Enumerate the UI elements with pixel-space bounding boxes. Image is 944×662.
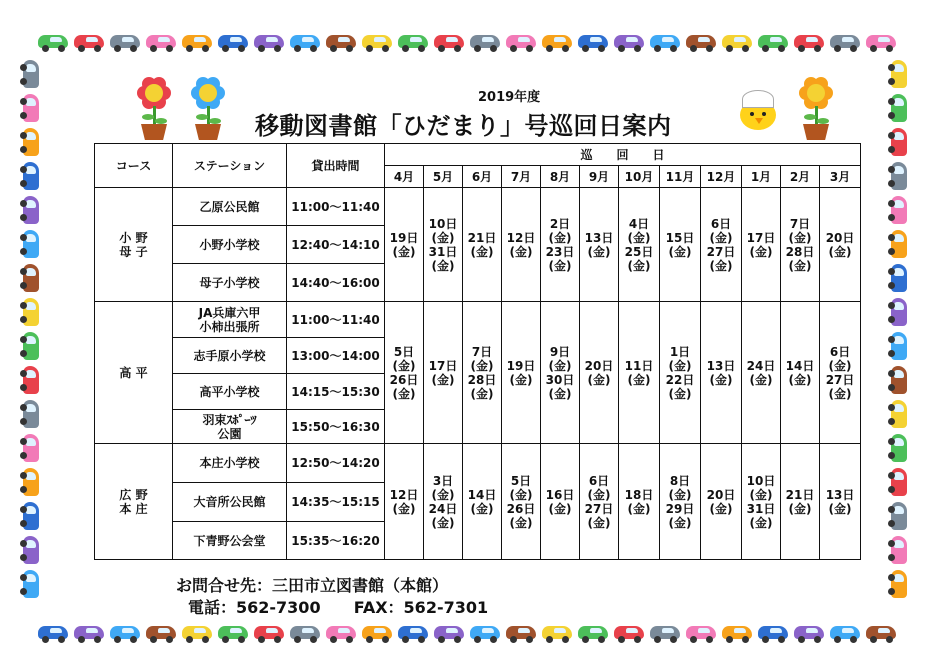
car-icon — [684, 31, 720, 53]
month-header: 8月 — [541, 166, 580, 188]
fiscal-year: 2019年度 — [478, 90, 541, 105]
visit-date: 2日 (金) 23日 (金) — [541, 188, 580, 302]
visit-date: 20日 (金) — [820, 188, 861, 302]
month-header: 9月 — [580, 166, 619, 188]
header-visit-days: 巡 回 日 — [385, 144, 861, 166]
car-icon — [792, 31, 828, 53]
chick-icon — [738, 90, 778, 132]
car-icon — [20, 466, 44, 500]
visit-date: 5日 (金) 26日 (金) — [502, 444, 541, 560]
car-icon — [20, 534, 44, 568]
visit-date: 10日 (金) 31日 (金) — [742, 444, 781, 560]
car-icon — [828, 31, 864, 53]
lending-time: 14:15～15:30 — [287, 374, 385, 410]
car-icon — [108, 31, 144, 53]
phone-number: 電話：562-7300 — [188, 598, 321, 617]
visit-date: 13日 (金) — [580, 188, 619, 302]
car-icon — [504, 31, 540, 53]
car-icon — [504, 622, 540, 644]
car-icon — [36, 622, 72, 644]
visit-date: 6日 (金) 27日 (金) — [701, 188, 742, 302]
car-icon — [216, 31, 252, 53]
header-station: ステーション — [173, 144, 287, 188]
car-icon — [360, 31, 396, 53]
car-icon — [888, 398, 912, 432]
car-icon — [20, 126, 44, 160]
car-icon — [216, 622, 252, 644]
car-border-bottom — [36, 622, 900, 644]
car-icon — [20, 568, 44, 602]
station-name: 羽束ｽﾎﾟｰﾂ 公園 — [173, 410, 287, 444]
car-icon — [888, 364, 912, 398]
visit-date: 21日 (金) — [463, 188, 502, 302]
visit-date: 6日 (金) 27日 (金) — [580, 444, 619, 560]
car-icon — [108, 622, 144, 644]
station-name: 本庄小学校 — [173, 444, 287, 483]
visit-date: 18日 (金) — [619, 444, 660, 560]
car-icon — [468, 622, 504, 644]
table-row — [95, 188, 861, 226]
car-icon — [888, 534, 912, 568]
table-row — [95, 302, 861, 338]
car-icon — [180, 31, 216, 53]
month-header: 4月 — [385, 166, 424, 188]
car-icon — [20, 398, 44, 432]
car-icon — [432, 31, 468, 53]
car-icon — [20, 330, 44, 364]
car-icon — [576, 622, 612, 644]
car-icon — [888, 466, 912, 500]
orange-flower-icon — [796, 76, 836, 140]
car-icon — [864, 622, 900, 644]
contact-info: お問合せ先：三田市立図書館（本館） — [176, 576, 449, 595]
car-icon — [756, 31, 792, 53]
phone-fax — [188, 595, 488, 618]
car-icon — [540, 622, 576, 644]
car-icon — [684, 622, 720, 644]
month-header: 6月 — [463, 166, 502, 188]
car-border-right — [888, 58, 912, 602]
car-icon — [20, 92, 44, 126]
visit-date: 14日 (金) — [463, 444, 502, 560]
visit-date: 3日 (金) 24日 (金) — [424, 444, 463, 560]
car-icon — [20, 432, 44, 466]
month-header: 10月 — [619, 166, 660, 188]
station-name: 大音所公民館 — [173, 483, 287, 522]
car-icon — [888, 58, 912, 92]
visit-date: 13日 (金) — [820, 444, 861, 560]
lending-time: 11:00～11:40 — [287, 188, 385, 226]
month-header: 12月 — [701, 166, 742, 188]
car-icon — [888, 296, 912, 330]
visit-date: 7日 (金) 28日 (金) — [463, 302, 502, 444]
station-name: 乙原公民館 — [173, 188, 287, 226]
car-icon — [20, 194, 44, 228]
visit-date: 20日 (金) — [701, 444, 742, 560]
visit-date: 11日 (金) — [619, 302, 660, 444]
car-icon — [20, 160, 44, 194]
station-name: JA兵庫六甲 小柿出張所 — [173, 302, 287, 338]
car-icon — [648, 622, 684, 644]
month-header: 1月 — [742, 166, 781, 188]
month-header: 2月 — [781, 166, 820, 188]
station-name: 志手原小学校 — [173, 338, 287, 374]
lending-time: 11:00～11:40 — [287, 302, 385, 338]
visit-date: 6日 (金) 27日 (金) — [820, 302, 861, 444]
car-icon — [792, 622, 828, 644]
car-icon — [432, 622, 468, 644]
car-icon — [864, 31, 900, 53]
red-flower-icon — [134, 76, 174, 140]
car-icon — [396, 31, 432, 53]
blue-flower-icon — [188, 76, 228, 140]
car-icon — [540, 31, 576, 53]
course-name: 高 平 — [95, 302, 173, 444]
car-icon — [888, 262, 912, 296]
car-icon — [20, 58, 44, 92]
station-name: 下青野公会堂 — [173, 522, 287, 560]
visit-date: 15日 (金) — [660, 188, 701, 302]
lending-time: 12:40～14:10 — [287, 226, 385, 264]
fax-number: FAX：562-7301 — [353, 598, 489, 617]
table-row — [95, 444, 861, 483]
course-name: 広 野 本 庄 — [95, 444, 173, 560]
lending-time: 14:35～15:15 — [287, 483, 385, 522]
month-header: 11月 — [660, 166, 701, 188]
visit-date: 4日 (金) 25日 (金) — [619, 188, 660, 302]
month-header: 7月 — [502, 166, 541, 188]
visit-date: 13日 (金) — [701, 302, 742, 444]
visit-date: 19日 (金) — [502, 302, 541, 444]
visit-date: 1日 (金) 22日 (金) — [660, 302, 701, 444]
month-header: 3月 — [820, 166, 861, 188]
car-icon — [144, 31, 180, 53]
visit-date: 17日 (金) — [424, 302, 463, 444]
car-icon — [20, 364, 44, 398]
lending-time: 14:40～16:00 — [287, 264, 385, 302]
car-icon — [720, 622, 756, 644]
car-icon — [888, 126, 912, 160]
car-icon — [396, 622, 432, 644]
lending-time: 15:50～16:30 — [287, 410, 385, 444]
station-name: 高平小学校 — [173, 374, 287, 410]
car-icon — [252, 31, 288, 53]
car-icon — [648, 31, 684, 53]
lending-time: 12:50～14:20 — [287, 444, 385, 483]
car-icon — [888, 568, 912, 602]
car-icon — [756, 622, 792, 644]
station-name: 母子小学校 — [173, 264, 287, 302]
visit-date: 14日 (金) — [781, 302, 820, 444]
visit-date: 10日 (金) 31日 (金) — [424, 188, 463, 302]
car-icon — [720, 31, 756, 53]
car-icon — [888, 500, 912, 534]
car-icon — [576, 31, 612, 53]
car-icon — [324, 31, 360, 53]
car-icon — [144, 622, 180, 644]
visit-date: 12日 (金) — [385, 444, 424, 560]
visit-date: 24日 (金) — [742, 302, 781, 444]
visit-date: 20日 (金) — [580, 302, 619, 444]
visit-date: 16日 (金) — [541, 444, 580, 560]
car-icon — [36, 31, 72, 53]
car-icon — [468, 31, 504, 53]
car-icon — [612, 31, 648, 53]
car-icon — [288, 31, 324, 53]
car-icon — [180, 622, 216, 644]
car-icon — [612, 622, 648, 644]
car-icon — [72, 622, 108, 644]
header-course: コース — [95, 144, 173, 188]
visit-date: 17日 (金) — [742, 188, 781, 302]
car-icon — [888, 330, 912, 364]
visit-date: 5日 (金) 26日 (金) — [385, 302, 424, 444]
course-name: 小 野 母 子 — [95, 188, 173, 302]
schedule-table — [94, 143, 861, 560]
car-icon — [888, 160, 912, 194]
car-icon — [20, 296, 44, 330]
header-time: 貸出時間 — [287, 144, 385, 188]
car-icon — [888, 228, 912, 262]
car-icon — [324, 622, 360, 644]
car-icon — [288, 622, 324, 644]
car-icon — [72, 31, 108, 53]
page-title: 移動図書館「ひだまり」号巡回日案内 — [255, 112, 672, 140]
visit-date: 8日 (金) 29日 (金) — [660, 444, 701, 560]
car-icon — [888, 194, 912, 228]
visit-date: 21日 (金) — [781, 444, 820, 560]
visit-date: 12日 (金) — [502, 188, 541, 302]
car-icon — [20, 228, 44, 262]
lending-time: 15:35～16:20 — [287, 522, 385, 560]
car-icon — [20, 500, 44, 534]
visit-date: 19日 (金) — [385, 188, 424, 302]
car-border-left — [20, 58, 44, 602]
visit-date: 9日 (金) 30日 (金) — [541, 302, 580, 444]
visit-date: 7日 (金) 28日 (金) — [781, 188, 820, 302]
car-icon — [888, 432, 912, 466]
car-icon — [252, 622, 288, 644]
month-header: 5月 — [424, 166, 463, 188]
station-name: 小野小学校 — [173, 226, 287, 264]
car-border-top — [36, 31, 900, 53]
car-icon — [888, 92, 912, 126]
car-icon — [20, 262, 44, 296]
car-icon — [360, 622, 396, 644]
car-icon — [828, 622, 864, 644]
lending-time: 13:00～14:00 — [287, 338, 385, 374]
